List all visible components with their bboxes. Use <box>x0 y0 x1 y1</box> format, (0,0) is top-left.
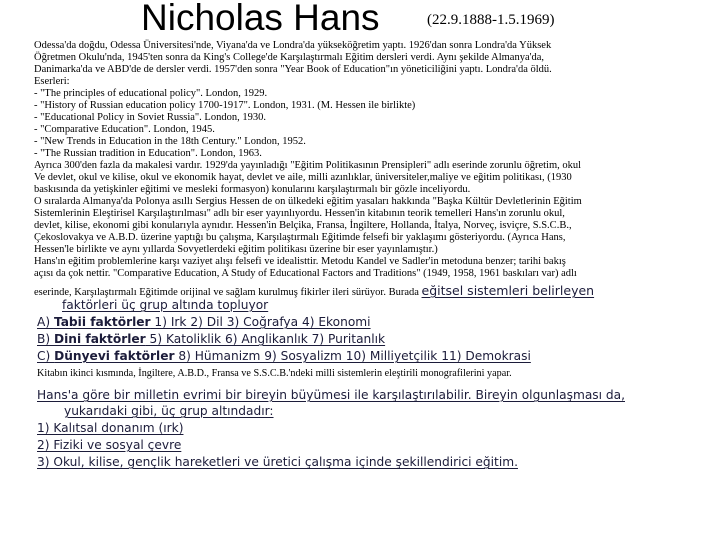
bio-line: - "History of Russian education policy 1700-1917". London, 1931. (M. Hessen ile birlikte) <box>34 100 416 111</box>
bio-line: açısı da çok nettir. "Comparative Education, A Study of Educational Factors and Traditions" (1949, 1958, 1961 baskıları var) adlı <box>34 268 577 279</box>
factor-group-name: Tabii faktörler <box>53 315 151 329</box>
bio-line: - "Educational Policy in Soviet Russia". London, 1930. <box>34 112 266 123</box>
factor-group-name: Dini faktörler <box>54 332 146 346</box>
bio-line: - "Comparative Education". London, 1945. <box>34 124 215 135</box>
bio-line: - "New Trends in Education in the 18th Century." London, 1952. <box>34 136 306 147</box>
closing-line-2: yukarıdaki gibi, üç grup altındadır: <box>64 404 274 418</box>
bio-line: - "The Russian tradition in Education". London, 1963. <box>34 148 262 159</box>
bio-line: - "The principles of educational policy". London, 1929. <box>34 88 268 99</box>
bio-line: Danimarka'da ve ABD'de de dersler verdi. 1957'den sonra "Year Book of Education"ın yöneticiliğini yaptı. Londra'da öldü. <box>34 64 552 75</box>
factor-group-c: C) Dünyevi faktörler 8) Hümanizm 9) Sosyalizm 10) Milliyetçilik 11) Demokrasi <box>37 349 531 363</box>
bio-line: Hessen'le birlikte ve aynı yıllarda Sovyetlerdeki eğitim politikası üzerine bir eser yayınlamıştır.) <box>34 244 438 255</box>
factors-heading-start: eğitsel sistemleri belirleyen <box>421 283 595 298</box>
bio-line: baskısında da yetişkinler eğitimi ve mesleki formasyon) konularını karşılaştırmalı bir gözle inceliyordu. <box>34 184 471 195</box>
factor-group-a: A) Tabii faktörler 1) Irk 2) Dil 3) Coğrafya 4) Ekonomi <box>37 315 371 329</box>
monograph-note: Kitabın ikinci kısmında, İngiltere, A.B.D., Fransa ve S.S.C.B.'ndeki milli sistemlerin eleştirili monografilerini yapar. <box>37 368 512 379</box>
bio-line: devlet, kilise, ekonomi gibi konularıyla aynıdır. Hessen'in Belçika, Fransa, İngiltere, Hollanda, İtalya, Norveç, isviçre, S.S.C.B., <box>34 220 572 231</box>
bio-tail-text: eserinde, Karşılaştırmalı Eğitimde orijinal ve sağlam kurulmuş fikirler ileri sürüyor. Burada <box>34 287 419 298</box>
life-dates: (22.9.1888-1.5.1969) <box>427 12 555 28</box>
bio-line: Hans'ın eğitim problemlerine karşı vaziyet alışı felsefi ve idealisttir. Metodu Kandel ve Sadler'in metoduna benzer; tarihi bakış <box>34 256 566 267</box>
closing-line-1: Hans'a göre bir milletin evrimi bir bireyin büyümesi ile karşılaştırılabilir. Bireyin olgunlaşması da, <box>37 388 625 402</box>
bio-line: Öğretmen Okulu'nda, 1945'ten sonra da King's College'de Karşılaştırmalı Eğitim dersleri verdi. Aynı şekilde Almanya'da, <box>34 52 545 63</box>
factor-group-name: Dünyevi faktörler <box>54 349 175 363</box>
page-title: Nicholas Hans <box>141 0 380 38</box>
bio-line: O sıralarda Almanya'da Polonya asıllı Sergius Hessen de on ülkedeki eğitim yasaları hakkında "Başka Kültür Devletlerinin Eğitim <box>34 196 582 207</box>
bio-line: Eserleri: <box>34 76 70 87</box>
bio-line: Sistemlerinin Eleştirisel Karşılaştırılması" adlı bir eser yayınlıyordu. Hessen'in kitabının teorik temelleri Hans'ın zorunlu okul, <box>34 208 565 219</box>
maturity-item: 1) Kalıtsal donanım (ırk) <box>37 421 184 435</box>
bio-line: Çekoslovakya ve A.B.D. üzerine yaptığı bu çalışma, Karşılaştırmalı Eğitimde felsefi bir yaklaşımı gösteriyordu. (Ayrıca Hans, <box>34 232 566 243</box>
factors-heading-end: faktörleri üç grup altında topluyor <box>62 298 269 312</box>
maturity-item: 2) Fiziki ve sosyal çevre <box>37 438 182 452</box>
bio-line: Odessa'da doğdu, Odessa Üniversitesi'nde, Viyana'da ve Londra'da yükseköğretim yaptı. 1926'dan sonra Londra'da Yüksek <box>34 40 552 51</box>
bio-line: Ayrıca 300'den fazla da makalesi vardır. 1929'da yayınladığı "Eğitim Politikasının Prensipleri" adlı eserinde zorunlu öğretim, okul <box>34 160 582 171</box>
maturity-item: 3) Okul, kilise, gençlik hareketleri ve üretici çalışma içinde şekillendirici eğitim. <box>37 455 518 469</box>
bio-line: Ve devlet, okul ve kilise, okul ve ekonomik hayat, devlet ve aile, milli azınlıklar, üniversiteler,maliye ve eğitim politikası, (1930 <box>34 172 572 183</box>
factor-group-b: B) Dini faktörler 5) Katoliklik 6) Anglikanlık 7) Puritanlık <box>37 332 386 346</box>
page-header <box>0 0 720 40</box>
